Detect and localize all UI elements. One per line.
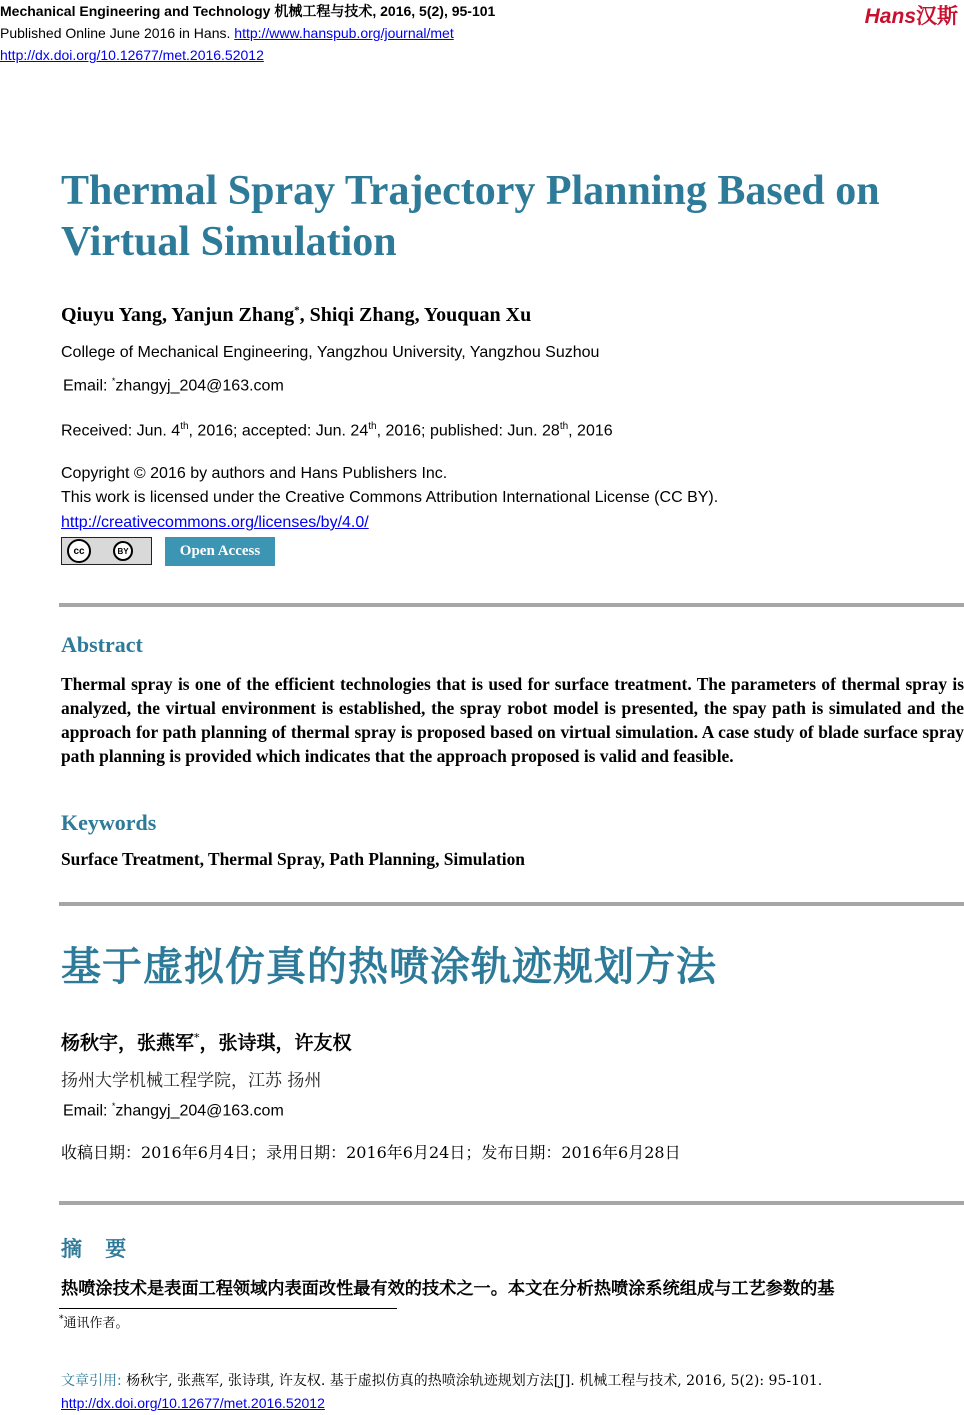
cn-corresponding-mark: * — [194, 1031, 200, 1045]
received-dates — [61, 415, 613, 443]
paper-title: Thermal Spray Trajectory Planning Based on Virtual Simulation — [61, 168, 880, 265]
running-header — [0, 0, 495, 66]
author-names-2: , Shiqi Zhang, Youquan Xu — [299, 304, 532, 326]
citation-label: 文章引用: — [61, 1373, 127, 1389]
divider — [59, 603, 964, 607]
email-line — [63, 369, 284, 398]
cn-abstract-heading: 摘 要 — [61, 1237, 135, 1261]
citation-doi-link[interactable]: http://dx.doi.org/10.12677/met.2016.52012 — [61, 1395, 325, 1411]
cc-by-badge[interactable] — [61, 537, 152, 565]
doi-link[interactable]: http://dx.doi.org/10.12677/met.2016.52012 — [0, 47, 264, 63]
cn-authors-2: ，张诗琪，许友权 — [199, 1032, 352, 1054]
divider — [59, 1201, 964, 1205]
cn-author-list — [61, 1028, 352, 1055]
journal-line: Mechanical Engineering and Technology 机械工程与技术, 2016, 5(2), 95-101 — [0, 3, 496, 19]
th-sup-2: th — [368, 421, 377, 432]
citation — [61, 1370, 964, 1415]
cn-dates: 收稿日期：2016年6月4日；录用日期：2016年6月24日；发布日期：2016年6月28日 — [61, 1143, 681, 1162]
accepted-text: , 2016; accepted: Jun. 24 — [188, 422, 369, 440]
divider — [59, 902, 964, 906]
footnote — [59, 1312, 129, 1331]
email-label: Email: — [63, 377, 112, 395]
abstract-heading: Abstract — [61, 632, 143, 657]
th-sup-3: th — [559, 421, 569, 432]
by-person-icon: BY — [113, 541, 133, 561]
license-link[interactable]: http://creativecommons.org/licenses/by/4.0/ — [61, 514, 369, 531]
cc-icon: cc — [67, 539, 91, 563]
copyright-line: Copyright © 2016 by authors and Hans Publishers Inc. — [61, 465, 448, 482]
cn-email-line — [63, 1094, 284, 1123]
cn-authors-1: 杨秋宇，张燕军 — [61, 1032, 195, 1054]
keywords-heading: Keywords — [61, 810, 157, 835]
cn-affiliation: 扬州大学机械工程学院，江苏 扬州 — [61, 1071, 322, 1091]
email-mark: * — [111, 376, 116, 386]
logo-cn: 汉斯 — [916, 5, 958, 28]
hans-logo — [865, 0, 958, 30]
affiliation: College of Mechanical Engineering, Yangzhou University, Yangzhou Suzhou — [61, 344, 600, 361]
logo-en: Hans — [864, 5, 916, 28]
corresponding-mark: * — [294, 304, 300, 317]
author-list — [61, 304, 531, 327]
email-address: zhangyj_204@163.com — [115, 377, 284, 395]
license-line: This work is licensed under the Creative Commons Attribution International License (CC BY). — [61, 489, 719, 506]
published-line — [0, 22, 495, 44]
open-access-badge: Open Access — [165, 537, 275, 566]
keywords-text: Surface Treatment, Thermal Spray, Path Planning, Simulation — [61, 849, 525, 869]
footnote-mark: * — [59, 1314, 64, 1325]
journal-link[interactable]: http://www.hanspub.org/journal/met — [234, 25, 454, 41]
cn-email-mark: * — [111, 1101, 116, 1111]
citation-text: 杨秋宇, 张燕军, 张诗琪, 许友权. 基于虚拟仿真的热喷涂轨迹规划方法[J]. 机械工程与技术, 2016, 5(2): 95-101. — [126, 1373, 823, 1389]
cn-abstract-text: 热喷涂技术是表面工程领域内表面改性最有效的技术之一。本文在分析热喷涂系统组成与工艺参数的基 — [61, 1279, 835, 1299]
cn-title: 基于虚拟仿真的热喷涂轨迹规划方法 — [61, 944, 717, 990]
cn-email-address: zhangyj_204@163.com — [115, 1102, 284, 1120]
dates-tail: , 2016 — [568, 422, 613, 440]
abstract-text: Thermal spray is one of the efficient technologies that is used for surface treatment. The parameters of thermal spray is analyzed, the virtual environment is established, the spray robot model is presented, the spay path is simulated and the approach for path planning of thermal spray is proposed based on virtual simulation. A case study of blade surface spray path planning is provided which indicates that the approach proposed is valid and feasible. — [61, 674, 964, 766]
author-names-1: Qiuyu Yang, Yanjun Zhang — [61, 304, 295, 326]
received-text: Received: Jun. 4 — [61, 422, 181, 440]
cn-email-label: Email: — [63, 1102, 112, 1120]
published-text: Published Online June 2016 in Hans. — [0, 25, 235, 41]
footnote-text: 通讯作者。 — [63, 1316, 129, 1331]
th-sup-1: th — [180, 421, 189, 432]
footnote-rule — [59, 1308, 397, 1309]
published-date-text: , 2016; published: Jun. 28 — [376, 422, 560, 440]
